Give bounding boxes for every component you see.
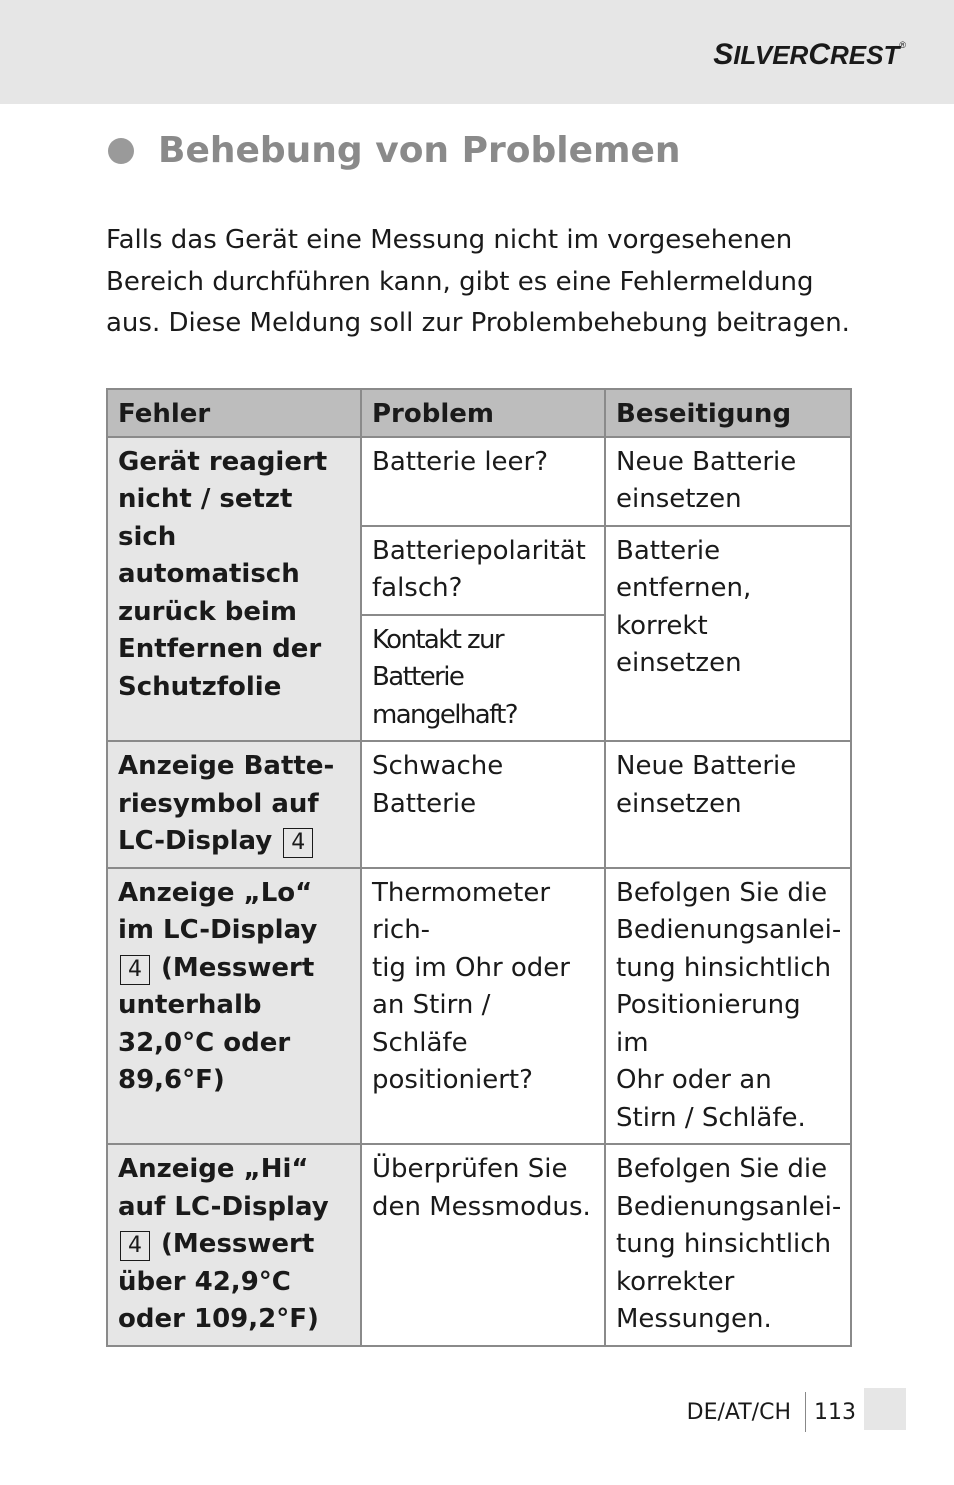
troubleshooting-table bbox=[106, 388, 852, 1347]
problem-cell: Batteriepolarität falsch? bbox=[361, 526, 605, 615]
problem-cell: Schwache Batterie bbox=[361, 741, 605, 868]
region-label: DE/AT/CH bbox=[686, 1399, 791, 1425]
header-beseitigung: Beseitigung bbox=[605, 389, 851, 437]
footer-divider bbox=[805, 1392, 806, 1432]
intro-line: Falls das Gerät eine Messung nicht im vorgesehenen bbox=[106, 225, 793, 255]
section-title: Behebung von Problemen bbox=[158, 130, 681, 171]
header-fehler: Fehler bbox=[107, 389, 361, 437]
bullet-dot bbox=[108, 138, 134, 164]
table-row bbox=[107, 741, 851, 868]
page-tab-box bbox=[864, 1388, 906, 1430]
table-row bbox=[107, 868, 851, 1145]
intro-line: aus. Diese Meldung soll zur Problembehebung beitragen. bbox=[106, 308, 850, 338]
table-row bbox=[107, 437, 851, 526]
page-number: 113 bbox=[814, 1399, 856, 1425]
display-key-box: 4 bbox=[283, 828, 313, 858]
problem-cell: Überprüfen Sie den Messmodus. bbox=[361, 1144, 605, 1346]
intro-line: Bereich durchführen kann, gibt es eine Fehlermeldung bbox=[106, 266, 814, 297]
fehler-cell: Anzeige Batte- riesymbol auf LC-Display 4 bbox=[107, 741, 361, 868]
section-heading bbox=[108, 130, 681, 171]
display-key-box: 4 bbox=[120, 955, 150, 985]
fehler-cell: Anzeige „Hi“ auf LC-Display 4 (Messwert über 42,9°C oder 109,2°F) bbox=[107, 1144, 361, 1346]
problem-cell: Thermometer rich- tig im Ohr oder an Stirn / Schläfe positioniert? bbox=[361, 868, 605, 1145]
solution-cell: Neue Batterie einsetzen bbox=[605, 437, 851, 526]
intro-paragraph bbox=[106, 220, 866, 345]
table-row bbox=[107, 1144, 851, 1346]
problem-cell: Batterie leer? bbox=[361, 437, 605, 526]
problem-cell: Kontakt zur Batterie mangelhaft? bbox=[361, 615, 605, 742]
solution-cell: Batterie entfernen, korrekt einsetzen bbox=[605, 526, 851, 742]
fehler-cell: Gerät reagiert nicht / setzt sich automatisch zurück beim Entfernen der Schutzfolie bbox=[107, 437, 361, 742]
solution-cell: Neue Batterie einsetzen bbox=[605, 741, 851, 868]
page-footer bbox=[687, 1392, 856, 1432]
fehler-cell: Anzeige „Lo“ im LC-Display 4 (Messwert unterhalb 32,0°C oder 89,6°F) bbox=[107, 868, 361, 1145]
solution-cell: Befolgen Sie die Bedienungsanlei- tung hinsichtlich Positionierung im Ohr oder an Stirn / Schläfe. bbox=[605, 868, 851, 1145]
solution-cell: Befolgen Sie die Bedienungsanlei- tung hinsichtlich korrekter Messungen. bbox=[605, 1144, 851, 1346]
display-key-box: 4 bbox=[120, 1231, 150, 1261]
table-header-row bbox=[107, 389, 851, 437]
brand-logo: SILVERCREST® bbox=[713, 38, 906, 71]
header-problem: Problem bbox=[361, 389, 605, 437]
